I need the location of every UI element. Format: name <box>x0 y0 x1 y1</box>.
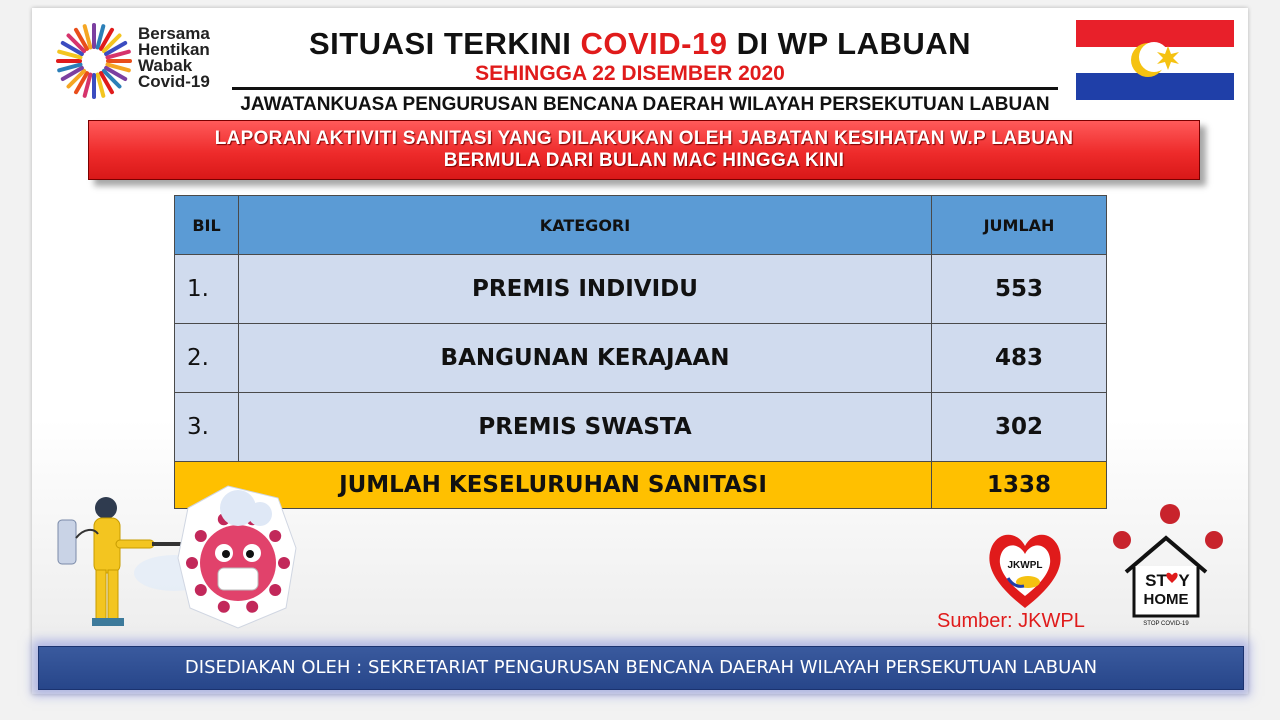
source-label: Sumber: JKWPL <box>937 610 1085 632</box>
prepared-by-footer: DISEDIAKAN OLEH : SEKRETARIAT PENGURUSAN BENCANA DAERAH WILAYAH PERSEKUTUAN LABUAN <box>38 646 1244 690</box>
svg-text:Y: Y <box>1178 571 1190 590</box>
header-bil: BIL <box>175 196 239 255</box>
header-kategori: KATEGORI <box>239 196 932 255</box>
svg-text:JKWPL: JKWPL <box>1007 560 1043 571</box>
table-header-row <box>175 196 1107 255</box>
row-kategori: PREMIS INDIVIDU <box>239 255 932 324</box>
bersama-hentikan-logo-text: Bersama Hentikan Wabak Covid-19 <box>138 24 210 91</box>
row-kategori: BANGUNAN KERAJAAN <box>239 324 932 393</box>
total-label: JUMLAH KESELURUHAN SANITASI <box>175 462 932 509</box>
table-row <box>175 324 1107 393</box>
report-banner <box>88 120 1200 180</box>
page-subtitle-date: SEHINGGA 22 DISEMBER 2020 <box>475 62 785 85</box>
report-banner-line2: BERMULA DARI BULAN MAC HINGGA KINI <box>443 150 845 171</box>
total-jumlah: 1338 <box>932 462 1107 509</box>
report-banner-line1: LAPORAN AKTIVITI SANITASI YANG DILAKUKAN OLEH JABATAN KESIHATAN W.P LABUAN <box>214 128 1074 149</box>
row-bil: 2. <box>175 324 239 393</box>
row-kategori: PREMIS SWASTA <box>239 393 932 462</box>
row-jumlah: 483 <box>932 324 1107 393</box>
svg-text:STOP COVID-19: STOP COVID-19 <box>1143 621 1189 627</box>
table-row <box>175 255 1107 324</box>
header-jumlah: JUMLAH <box>932 196 1107 255</box>
table-row <box>175 393 1107 462</box>
virus-icon <box>168 468 308 638</box>
sanitation-table <box>174 195 1107 509</box>
svg-text:ST: ST <box>1145 571 1167 590</box>
row-jumlah: 553 <box>932 255 1107 324</box>
row-jumlah: 302 <box>932 393 1107 462</box>
row-bil: 3. <box>175 393 239 462</box>
stay-home-house-icon <box>1104 498 1228 630</box>
svg-text:HOME: HOME <box>1143 591 1189 608</box>
labuan-flag-icon <box>1076 20 1234 100</box>
page-title: SITUASI TERKINI COVID-19 DI WP LABUAN <box>308 26 972 61</box>
row-bil: 1. <box>175 255 239 324</box>
committee-name: JAWATANKUASA PENGURUSAN BENCANA DAERAH WILAYAH PERSEKUTUAN LABUAN <box>240 94 1050 115</box>
header-divider <box>232 87 1058 90</box>
jkwpl-heart-logo-icon <box>984 524 1066 614</box>
